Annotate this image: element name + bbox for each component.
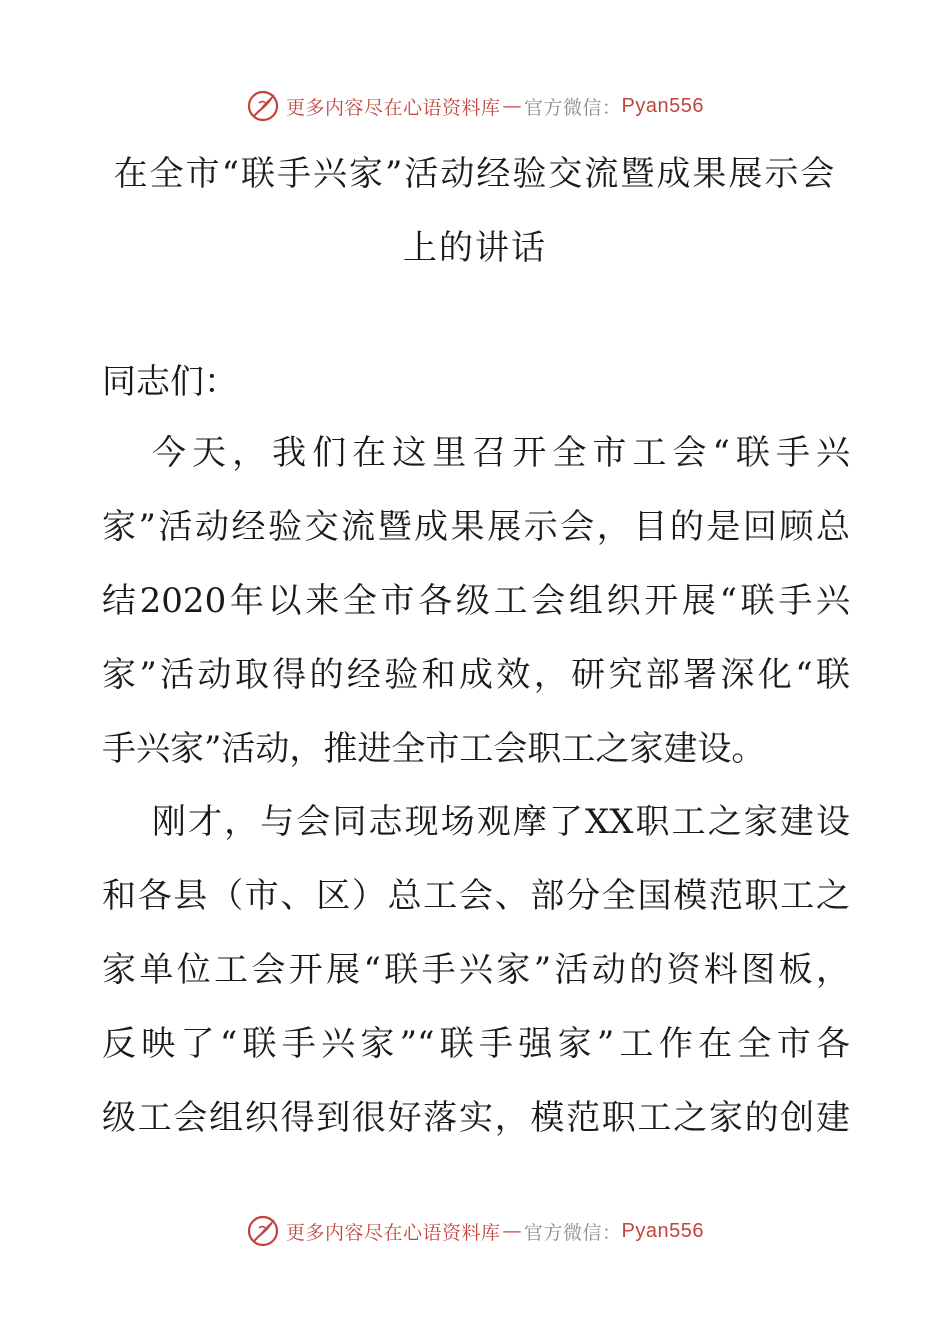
body-line: 家”活动取得的经验和成效，研究部署深化“联 xyxy=(102,655,850,695)
body-line: 家单位工会开展“联手兴家”活动的资料图板， xyxy=(102,950,850,990)
banner-separator: — xyxy=(502,1220,523,1242)
body-line: 结2020年以来全市各级工会组织开展“联手兴 xyxy=(102,581,850,621)
banner-prefix: 更多内容尽在心语资料库 xyxy=(286,1221,501,1244)
document-title-line-1: 在全市“联手兴家”活动经验交流暨成果展示会 xyxy=(113,154,837,194)
salutation: 同志们： xyxy=(102,362,238,402)
banner-wechat-id: Pyan556 xyxy=(621,1219,704,1242)
body-line: 级工会组织得到很好落实，模范职工之家的创建 xyxy=(102,1098,850,1138)
body-line: 家”活动经验交流暨成果展示会，目的是回顾总 xyxy=(102,507,850,547)
quill-pen-logo-icon xyxy=(246,1214,280,1248)
body-line: 和各县（市、区）总工会、部分全国模范职工之 xyxy=(102,876,850,916)
body-line: 反映了“联手兴家”“联手强家”工作在全市各 xyxy=(102,1024,850,1064)
banner-prefix: 更多内容尽在心语资料库 xyxy=(286,96,501,119)
document-title-line-2: 上的讲话 xyxy=(403,228,547,268)
banner-wechat-id: Pyan556 xyxy=(621,94,704,117)
footer-banner xyxy=(0,1211,950,1251)
body-line: 今天，我们在这里召开全市工会“联手兴 xyxy=(152,433,850,473)
body-line: 刚才，与会同志现场观摩了XX职工之家建设 xyxy=(152,802,850,842)
banner-label: 官方微信： xyxy=(524,1221,622,1244)
banner-label: 官方微信： xyxy=(524,96,622,119)
quill-pen-logo-icon xyxy=(246,89,280,123)
body-line: 手兴家”活动，推进全市工会职工之家建设。 xyxy=(102,729,766,769)
header-banner xyxy=(0,86,950,126)
banner-separator: — xyxy=(502,95,523,117)
